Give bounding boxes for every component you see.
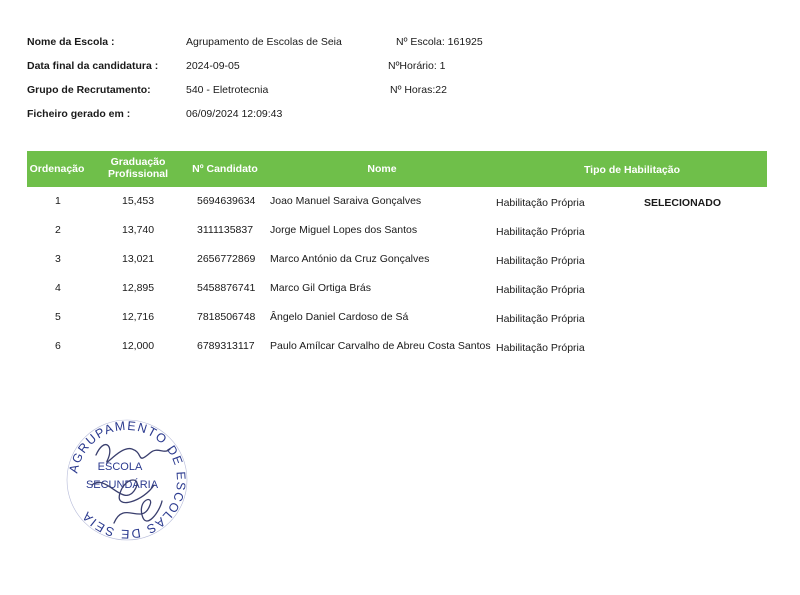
candidate-number-cell: 7818506748 [197,311,256,323]
order-cell: 2 [55,224,61,236]
name-cell: Ângelo Daniel Cardoso de Sá [270,311,409,323]
deadline-label: Data final da candidatura : [27,60,159,72]
order-cell: 4 [55,282,61,294]
generated-value: 06/09/2024 12:09:43 [186,108,283,120]
table-row [27,282,767,296]
name-cell: Jorge Miguel Lopes dos Santos [270,224,418,236]
name-cell: Paulo Amílcar Carvalho de Abreu Costa Santos [270,340,491,352]
candidate-number-cell: 5694639634 [197,195,256,207]
order-cell: 1 [55,195,61,207]
qualification-cell: Habilitação Própria [496,342,585,354]
candidate-number-cell: 3111135837 [197,224,254,236]
name-cell: Marco Gil Ortiga Brás [270,282,371,294]
column-header-candidate-number: Nº Candidato [192,163,258,175]
qualification-cell: Habilitação Própria [496,255,585,267]
grade-cell: 12,716 [122,311,155,323]
qualification-cell: Habilitação Própria [496,197,585,209]
order-cell: 3 [55,253,61,265]
candidate-number-cell: 2656772869 [197,253,256,265]
hours-value: Nº Horas:22 [390,84,447,96]
table-row [27,224,767,238]
school-number: Nº Escola: 161925 [396,36,483,48]
school-stamp [62,415,192,545]
deadline-value: 2024-09-05 [186,60,240,72]
column-header-grade [102,156,174,180]
column-header-order: Ordenação [29,163,85,175]
column-header-grade-line2: Profissional [107,168,169,180]
group-value: 540 - Eletrotecnia [186,84,269,96]
table-row [27,195,767,209]
group-label: Grupo de Recrutamento: [27,84,151,96]
school-name-label: Nome da Escola : [27,36,115,48]
stamp-center-line2: SECUNDÁRIA [85,479,159,491]
stamp-center-line1: ESCOLA [97,461,143,473]
grade-cell: 13,021 [122,253,155,265]
grade-cell: 12,895 [122,282,155,294]
column-header-qualification: Tipo de Habilitação [583,164,681,176]
table-header [27,151,767,187]
candidate-number-cell: 5458876741 [197,282,256,294]
generated-label: Ficheiro gerado em : [27,108,131,120]
order-cell: 6 [55,340,61,352]
name-cell: Marco António da Cruz Gonçalves [270,253,430,265]
column-header-name: Nome [367,163,397,175]
qualification-cell: Habilitação Própria [496,226,585,238]
grade-cell: 12,000 [122,340,155,352]
qualification-cell: Habilitação Própria [496,284,585,296]
schedule-number: NºHorário: 1 [388,60,446,72]
table-row [27,311,767,325]
candidate-number-cell: 6789313117 [197,340,255,352]
table-row [27,253,767,267]
grade-cell: 15,453 [122,195,155,207]
status-selected: SELECIONADO [644,197,722,209]
school-name-value: Agrupamento de Escolas de Seia [186,36,342,48]
grade-cell: 13,740 [122,224,155,236]
stamp-ring-text: AGRUPAMENTO DE ESCOLAS DE SEIA [66,418,189,542]
qualification-cell: Habilitação Própria [496,313,585,325]
order-cell: 5 [55,311,61,323]
table-row [27,340,767,354]
column-header-grade-line1: Graduação [110,156,166,168]
name-cell: Joao Manuel Saraiva Gonçalves [270,195,422,207]
